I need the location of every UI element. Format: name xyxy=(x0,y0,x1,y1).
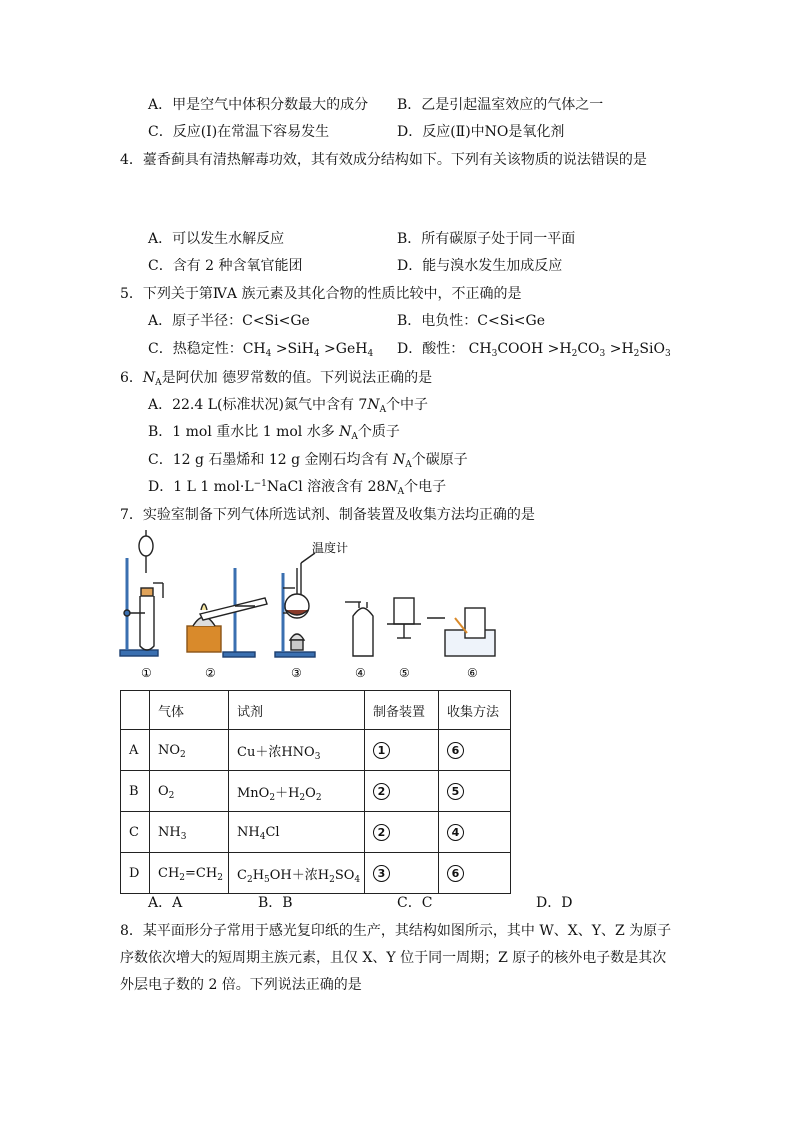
q8-line-3: 外层电子数的 2 倍。下列说法正确的是 xyxy=(120,977,362,993)
q3-option-d: D．反应(Ⅱ)中NO是氧化剂 xyxy=(397,124,565,140)
reagent-cell: $MnO_2+H_2O_2$ xyxy=(229,771,365,812)
q7-option-d: D．D xyxy=(536,895,573,911)
q5-option-d-prefix: D．酸性： xyxy=(397,341,465,357)
q5-option-d: D．酸性： $CH_3COOH >H_2CO_3 >H_2SiO_3$ xyxy=(397,341,671,359)
q5-option-b: B．电负性：C<Si<Ge xyxy=(397,313,545,329)
table-row xyxy=(121,771,511,812)
gas-cell: $O_2$ xyxy=(150,771,229,812)
q3-option-b: B．乙是引起温室效应的气体之一 xyxy=(397,97,604,113)
collect-cell: 4 xyxy=(439,812,511,853)
gas-cell: $NH_3$ xyxy=(150,812,229,853)
q6-option-c: C．12 g 石墨烯和 12 g 金刚石均含有 $N_A$个碳原子 xyxy=(148,452,468,470)
q8-line-2: 序数依次增大的短周期主族元素，且仅 X、Y 位于同一周期；Z 原子的核外电子数是其次 xyxy=(120,950,667,966)
collect-cell: 5 xyxy=(439,771,511,812)
q6-c-pre: C．12 g 石墨烯和 12 g 金刚石均含有 xyxy=(148,452,393,468)
apparatus-5-icon xyxy=(387,598,421,638)
q6-d-mid: NaCl 溶液含有 28 xyxy=(266,479,386,495)
q7-option-b: B．B xyxy=(258,895,293,911)
q6-d-post: 个电子 xyxy=(404,479,447,495)
q6-a-pre: A．22.4 L(标准状况)氮气中含有 7 xyxy=(148,397,368,413)
row-key: C xyxy=(121,812,150,853)
q4-option-a: A．可以发生水解反应 xyxy=(148,231,285,247)
row-key: B xyxy=(121,771,150,812)
reagent-cell: $C_2H_5OH+$浓$H_2SO_4$ xyxy=(229,853,365,894)
q4-stem: 4．薹香蓟具有清热解毒功效，其有效成分结构如下。下列有关该物质的说法错误的是 xyxy=(120,152,647,168)
q7-table-header xyxy=(121,691,511,730)
apparatus-2-icon xyxy=(187,568,267,657)
q3-option-c: C．反应(Ⅰ)在常温下容易发生 xyxy=(148,124,330,140)
collect-cell: 6 xyxy=(439,730,511,771)
collect-cell: 6 xyxy=(439,853,511,894)
q6-b-post: 个质子 xyxy=(357,424,400,440)
q7-option-c: C．C xyxy=(397,895,433,911)
q6-option-a: A．22.4 L(标准状况)氮气中含有 $7N_A$个中子 xyxy=(148,397,429,415)
reagent-cell: $NH_4Cl$ xyxy=(229,812,365,853)
prep-cell: 2 xyxy=(365,812,439,853)
apparatus-label-5: ⑤ xyxy=(399,666,410,680)
apparatus-figure xyxy=(115,528,515,683)
prep-cell: 3 xyxy=(365,853,439,894)
apparatus-label-3: ③ xyxy=(291,666,302,680)
apparatus-6-icon xyxy=(427,608,495,656)
row-key: D xyxy=(121,853,150,894)
q6-c-post: 个碳原子 xyxy=(411,452,468,468)
apparatus-4-icon xyxy=(345,602,373,656)
q6-d-pre: D．1 L 1 mol·L xyxy=(148,479,254,495)
q5-option-c: C．热稳定性：$CH_4 >SiH_4 >GeH_4$ xyxy=(148,341,374,359)
q6-option-b: B．1 mol 重水比 1 mol 水多 $N_A$个质子 xyxy=(148,424,400,442)
apparatus-3-icon xyxy=(275,553,315,657)
apparatus-label-2: ② xyxy=(205,666,216,680)
q7-option-a: A．A xyxy=(148,895,183,911)
row-key: A xyxy=(121,730,150,771)
apparatus-label-4: ④ xyxy=(355,666,366,680)
table-row xyxy=(121,853,511,894)
prep-cell: 2 xyxy=(365,771,439,812)
q6-stem: 6．$N_A$是阿伏加 德罗常数的值。下列说法正确的是 xyxy=(120,370,433,388)
header-collection: 收集方法 xyxy=(439,691,511,730)
table-row xyxy=(121,812,511,853)
header-apparatus: 制备装置 xyxy=(365,691,439,730)
q7-stem: 7．实验室制备下列气体所选试剂、制备装置及收集方法均正确的是 xyxy=(120,507,535,523)
header-gas: 气体 xyxy=(150,691,229,730)
reagent-cell: Cu＋浓$HNO_3$ xyxy=(229,730,365,771)
q4-option-d: D．能与溴水发生加成反应 xyxy=(397,258,563,274)
table-row xyxy=(121,730,511,771)
gas-cell: $CH_2=CH_2$ xyxy=(150,853,229,894)
gas-cell: $NO_2$ xyxy=(150,730,229,771)
q4-option-c: C．含有 2 种含氧官能团 xyxy=(148,258,303,274)
apparatus-label-1: ① xyxy=(141,666,152,680)
q5-option-c-prefix: C．热稳定性： xyxy=(148,341,243,357)
apparatus-label-6: ⑥ xyxy=(467,666,478,680)
apparatus-1-icon xyxy=(120,530,163,656)
thermometer-label: 温度计 xyxy=(312,541,349,555)
q6-option-d: D．1 L 1 $mol\cdot L^{-1}NaCl$ 溶液含有 $28N_A$个电子 xyxy=(148,479,447,497)
prep-cell: 1 xyxy=(365,730,439,771)
q5-stem: 5．下列关于第ⅣA 族元素及其化合物的性质比较中，不正确的是 xyxy=(120,286,522,302)
q4-option-b: B．所有碳原子处于同一平面 xyxy=(397,231,576,247)
q7-table xyxy=(120,690,511,894)
q6-a-post: 个中子 xyxy=(386,397,429,413)
q5-option-a: A．原子半径：C<Si<Ge xyxy=(148,313,310,329)
q6-b-pre: B．1 mol 重水比 1 mol 水多 xyxy=(148,424,340,440)
header-blank xyxy=(121,691,150,730)
q6-stem-text: 是阿伏加 德罗常数的值。下列说法正确的是 xyxy=(161,370,433,386)
q3-option-a: A．甲是空气中体积分数最大的成分 xyxy=(148,97,369,113)
q8-line-1: 8．某平面形分子常用于感光复印纸的生产，其结构如图所示，其中 W、X、Y、Z 为原子 xyxy=(120,923,672,939)
header-reagent: 试剂 xyxy=(229,691,365,730)
